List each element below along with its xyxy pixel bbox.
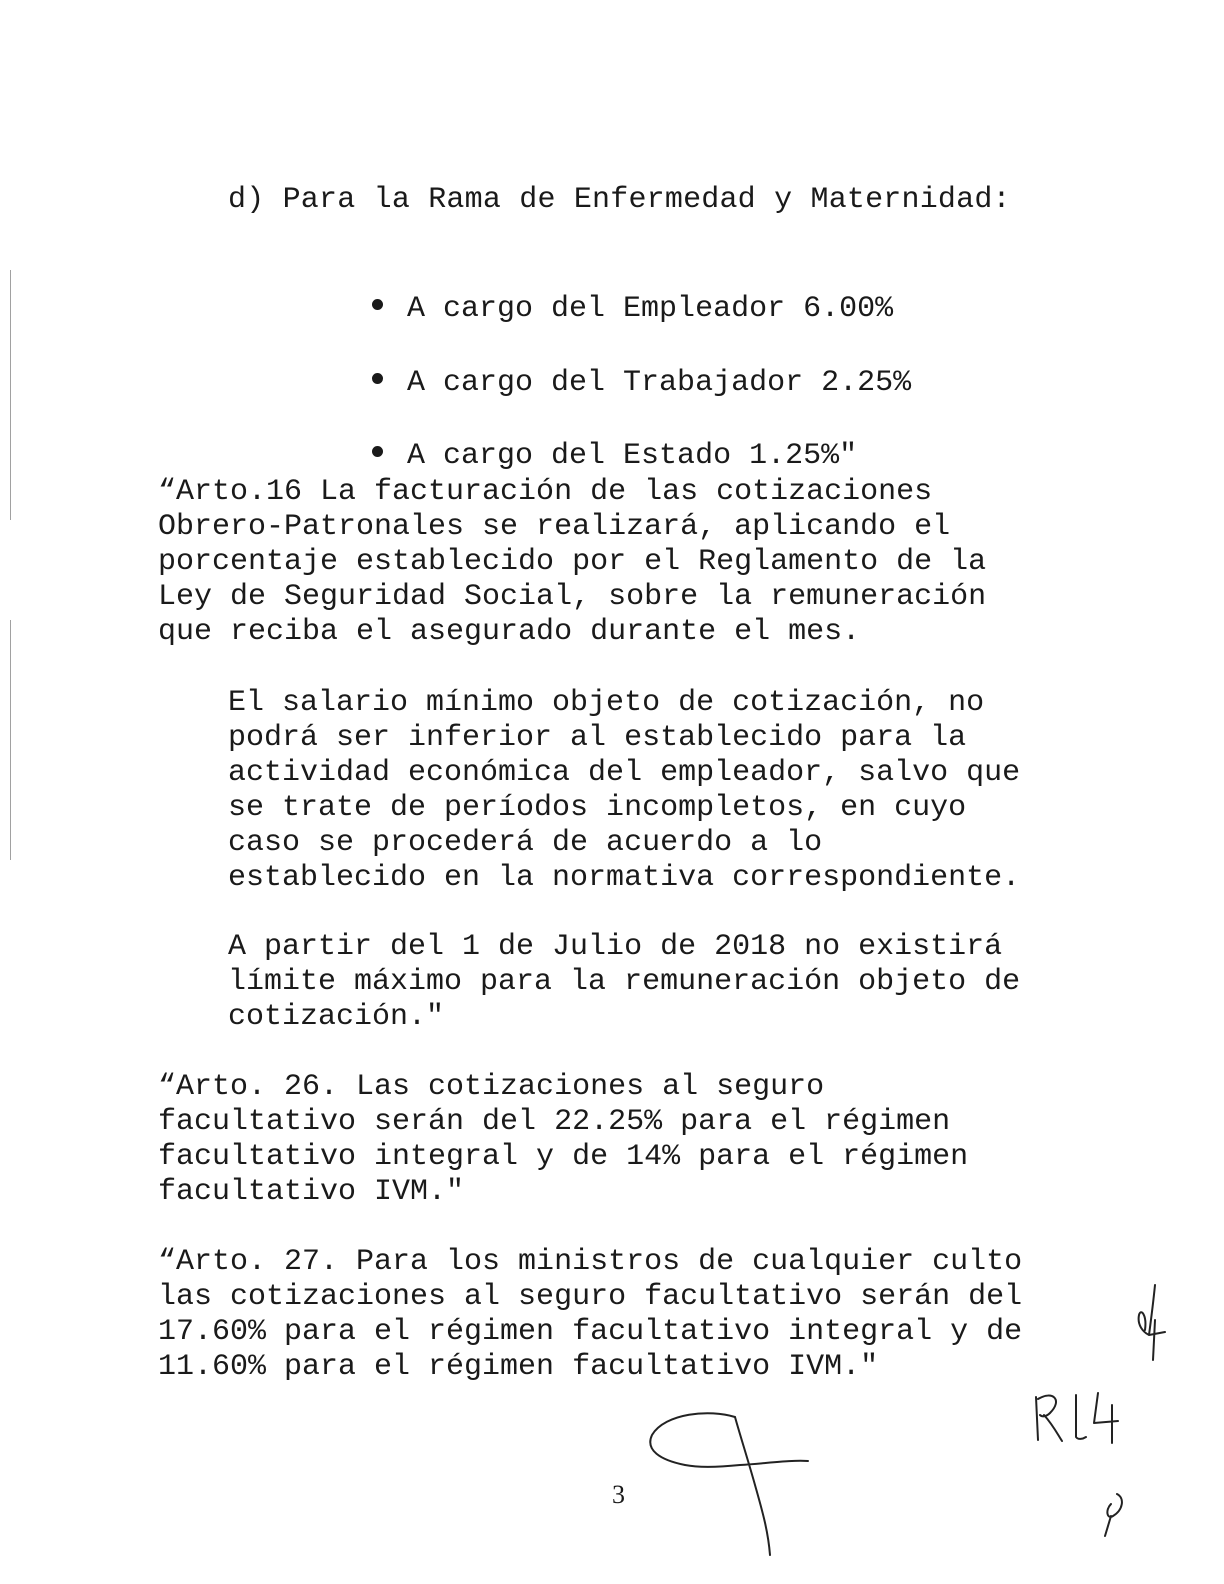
text-line: facultativo serán del 22.25% para el régimen xyxy=(158,1105,951,1139)
text-line: Obrero-Patronales se realizará, aplicando el xyxy=(158,510,951,544)
text-line: El salario mínimo objeto de cotización, no xyxy=(228,686,985,720)
text-line: Ley de Seguridad Social, sobre la remuneración xyxy=(158,580,987,614)
text-line: A partir del 1 de Julio de 2018 no existirá xyxy=(228,930,1003,964)
signature-icon xyxy=(640,1405,820,1570)
handwritten-mark-icon xyxy=(1095,1490,1135,1545)
text-line: facultativo integral y de 14% para el régimen xyxy=(158,1140,969,1174)
text-line: las cotizaciones al seguro facultativo serán del xyxy=(158,1280,1023,1314)
text-line: que reciba el asegurado durante el mes. xyxy=(158,615,861,649)
text-line: podrá ser inferior al establecido para la xyxy=(228,721,967,755)
text-line: 17.60% para el régimen facultativo integral y de xyxy=(158,1315,1023,1349)
bullet-icon xyxy=(372,299,383,310)
text-line: “Arto. 26. Las cotizaciones al seguro xyxy=(158,1070,825,1104)
text-line: límite máximo para la remuneración objeto de xyxy=(228,965,1021,999)
text-line: 11.60% para el régimen facultativo IVM.″ xyxy=(158,1350,879,1384)
scan-artifact xyxy=(10,270,11,520)
page-number: 3 xyxy=(612,1480,625,1509)
arto27-paragraph xyxy=(158,1245,1022,1385)
handwritten-initials-icon xyxy=(1028,1385,1128,1450)
text-line: se trate de períodos incompletos, en cuyo xyxy=(228,791,967,825)
scan-artifact xyxy=(10,620,11,860)
bullet-icon xyxy=(372,446,383,457)
text-line: actividad económica del empleador, salvo que xyxy=(228,756,1021,790)
text-line: “Arto.16 La facturación de las cotizaciones xyxy=(158,475,933,509)
handwritten-initial-icon xyxy=(1125,1280,1175,1370)
text-line: cotización.″ xyxy=(228,1000,445,1034)
text-line: caso se procederá de acuerdo a lo xyxy=(228,826,823,860)
bullet-item: A cargo del Empleador 6.00% xyxy=(300,257,893,362)
section-d-heading: d) Para la Rama de Enfermedad y Maternidad: xyxy=(228,183,1011,217)
bullet-icon xyxy=(372,373,383,384)
text-line: facultativo IVM.″ xyxy=(158,1175,465,1209)
bullet-item: A cargo del Trabajador 2.25% xyxy=(300,331,911,436)
arto16-limit-paragraph xyxy=(228,930,1020,1035)
bullet-item: A cargo del Estado 1.25%″ xyxy=(300,404,857,509)
text-line: establecido en la normativa correspondiente. xyxy=(228,861,1021,895)
arto26-paragraph xyxy=(158,1070,968,1210)
arto16-salary-paragraph xyxy=(228,686,1020,896)
text-line: porcentaje establecido por el Reglamento de la xyxy=(158,545,987,579)
text-line: “Arto. 27. Para los ministros de cualquier culto xyxy=(158,1245,1023,1279)
arto16-paragraph xyxy=(158,475,986,650)
